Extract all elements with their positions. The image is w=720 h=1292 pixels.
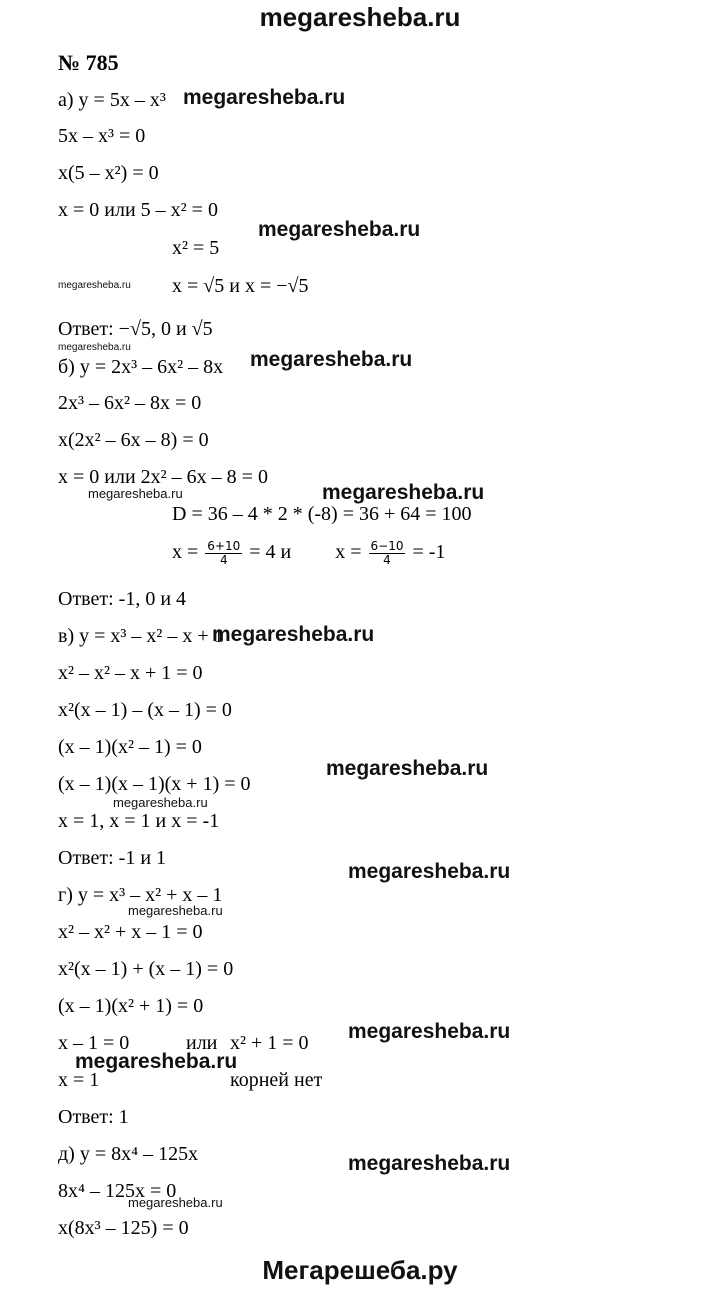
fraction-denominator: 4 <box>219 553 228 567</box>
solution-line: 8x⁴ – 125x = 0 <box>58 1180 177 1202</box>
fraction <box>369 540 406 567</box>
site-footer: Мегарешеба.ру <box>262 1255 458 1285</box>
solution-line: в) y = x³ – x² – x + 1 <box>58 625 224 647</box>
fraction-denominator: 4 <box>383 553 391 567</box>
watermark: megaresheba.ru <box>128 903 223 918</box>
watermark: megaresheba.ru <box>128 1195 223 1210</box>
watermark: megaresheba.ru <box>250 348 413 371</box>
solution-line: x(2x² – 6x – 8) = 0 <box>58 429 209 451</box>
watermark: megaresheba.ru <box>348 1152 511 1175</box>
watermark: megaresheba.ru <box>58 280 131 291</box>
answer-line: Ответ: −√5, 0 и √5 <box>58 318 213 340</box>
solution-line: x = 0 или 2x² – 6x – 8 = 0 <box>58 466 268 488</box>
problem-number: № 785 <box>58 50 119 75</box>
answer-line: Ответ: -1, 0 и 4 <box>58 588 187 610</box>
solution-line: (x – 1)(x – 1)(x + 1) = 0 <box>58 773 251 795</box>
formula-text: x = <box>335 541 362 564</box>
solution-line: x – 1 = 0 <box>58 1032 130 1054</box>
solution-line: x(5 – x²) = 0 <box>58 162 159 184</box>
solution-line: г) y = x³ – x² + x – 1 <box>58 884 223 906</box>
formula-text: x = <box>172 541 199 564</box>
watermark: megaresheba.ru <box>326 757 489 780</box>
solution-line: 5x – x³ = 0 <box>58 125 146 147</box>
watermark: megaresheba.ru <box>348 860 511 883</box>
formula-text: = 4 и <box>249 541 292 564</box>
watermark: megaresheba.ru <box>113 795 208 810</box>
solution-line: (x – 1)(x² – 1) = 0 <box>58 736 202 758</box>
solution-line: (x – 1)(x² + 1) = 0 <box>58 995 204 1017</box>
solution-line <box>172 540 445 567</box>
solution-line: x(8x³ – 125) = 0 <box>58 1217 189 1239</box>
watermark: megaresheba.ru <box>258 218 421 241</box>
answer-line: Ответ: -1 и 1 <box>58 847 167 869</box>
solution-line: x² – x² + x – 1 = 0 <box>58 921 203 943</box>
watermark: megaresheba.ru <box>183 86 346 109</box>
answer-line: Ответ: 1 <box>58 1106 129 1128</box>
fraction-numerator: 6+10 <box>207 539 241 553</box>
solution-line: б) y = 2x³ – 6x² – 8x <box>58 356 224 378</box>
solution-line: x² = 5 <box>172 237 220 259</box>
solution-line: корней нет <box>230 1069 323 1091</box>
solution-line: 2x³ – 6x² – 8x = 0 <box>58 392 202 414</box>
solution-line: или <box>186 1032 218 1054</box>
watermark: megaresheba.ru <box>212 623 375 646</box>
watermark: megaresheba.ru <box>88 486 183 501</box>
watermark: megaresheba.ru <box>348 1020 511 1043</box>
solution-line: д) y = 8x⁴ – 125x <box>58 1143 199 1165</box>
solution-line: x² + 1 = 0 <box>230 1032 309 1054</box>
solution-line: x²(x – 1) + (x – 1) = 0 <box>58 958 234 980</box>
watermark: megaresheba.ru <box>75 1050 238 1073</box>
fraction <box>205 540 242 567</box>
solution-line: x = 0 или 5 – x² = 0 <box>58 199 218 221</box>
solution-line: x = 1 <box>58 1069 100 1091</box>
watermark: megaresheba.ru <box>322 481 485 504</box>
solution-line: x = 1, x = 1 и x = -1 <box>58 810 220 832</box>
solution-line: а) y = 5x – x³ <box>58 89 166 111</box>
watermark: megaresheba.ru <box>58 342 131 353</box>
formula-text: = -1 <box>412 541 446 564</box>
site-header: megaresheba.ru <box>259 2 461 32</box>
fraction-numerator: 6−10 <box>370 539 404 553</box>
solution-line: x²(x – 1) – (x – 1) = 0 <box>58 699 232 721</box>
solution-line: x = √5 и x = −√5 <box>172 275 309 297</box>
solution-line: D = 36 – 4 * 2 * (-8) = 36 + 64 = 100 <box>172 503 472 525</box>
solution-line: x² – x² – x + 1 = 0 <box>58 662 203 684</box>
